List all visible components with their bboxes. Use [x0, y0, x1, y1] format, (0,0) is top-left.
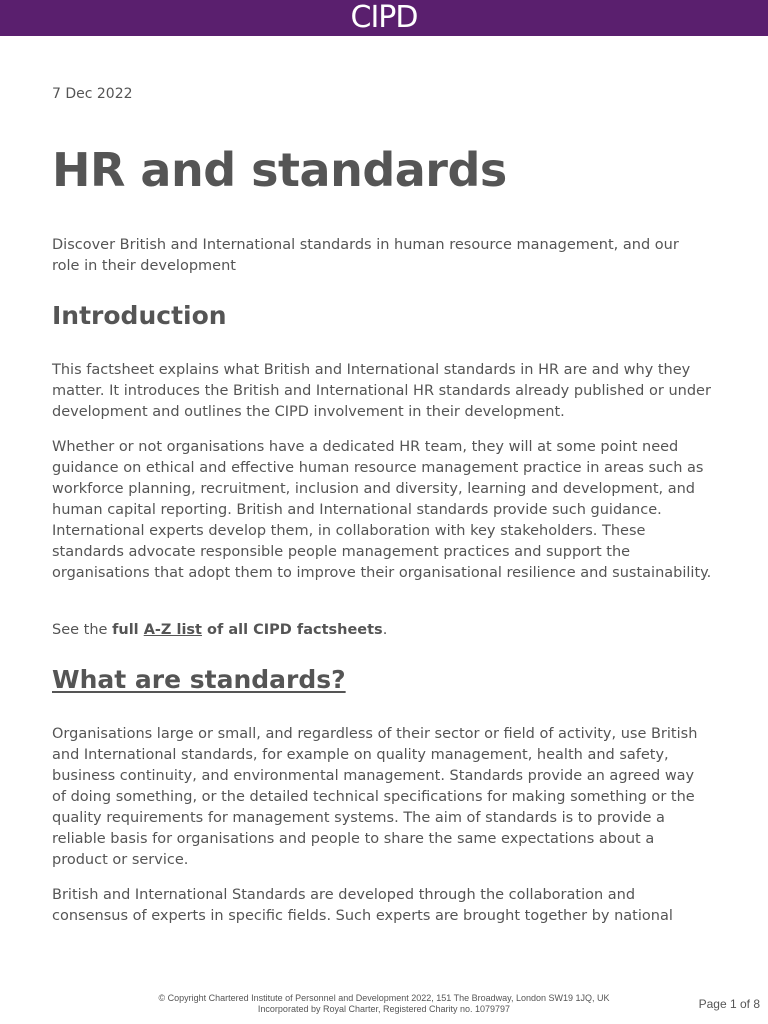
see-factsheets-line — [52, 620, 712, 641]
introduction-heading: Introduction — [52, 301, 227, 330]
see-prefix: See the — [52, 622, 113, 638]
footer-copyright: © Copyright Chartered Institute of Personnel and Development 2022, 151 The Broadway, London SW19 1JQ, UK — [158, 993, 610, 1003]
intro-paragraph-2: Whether or not organisations have a dedicated HR team, they will at some point need guidance on ethical and effective human resource management practice in areas such as workforce planning, recruitment, inclusion and diversity, learning and development, and human capital reporting. British and International standards provide such guidance. International experts develop them, in collaboration with key stakeholders. These standards advocate responsible people management practices and support the organisations that adopt them to improve their organisational resilience and sustainability. — [52, 439, 712, 581]
see-suffix: . — [382, 622, 388, 638]
standards-paragraph-1: Organisations large or small, and regardless of their sector or field of activity, use British and International standards, for example on quality management, health and safety, business continuity, and environmental management. Standards provide an agreed way of doing something, or the detailed technical specifications for making something or the quality requirements for management systems. The aim of standards is to provide a reliable basis for organisations and people to share the same expectations about a product or service. — [52, 726, 698, 868]
a-z-list-link[interactable]: A-Z list — [143, 622, 202, 638]
footer-charity: Incorporated by Royal Charter, Registered Charity no. 1079797 — [257, 1004, 511, 1014]
page-subtitle: Discover British and International standards in human resource management, and our role in their development — [52, 237, 679, 274]
what-are-standards-heading[interactable]: What are standards? — [52, 665, 346, 694]
publish-date: 7 Dec 2022 — [52, 86, 133, 102]
see-bold-full: full — [112, 622, 144, 638]
standards-paragraph-2: British and International Standards are developed through the collaboration and consensus of experts in specific fields. Such experts are brought together by national — [52, 887, 673, 924]
header-bar — [0, 0, 768, 36]
page-number: Page 1 of 8 — [698, 997, 760, 1011]
see-bold-factsheets: of all CIPD factsheets — [202, 622, 383, 638]
page-title: HR and standards — [52, 143, 507, 197]
cipd-logo[interactable]: CIPD — [350, 0, 418, 35]
intro-paragraph-1: This factsheet explains what British and International standards in HR are and why they matter. It introduces the British and International HR standards already published or under development and outlines the CIPD involvement in their development. — [52, 362, 711, 420]
page-footer — [0, 993, 768, 1015]
